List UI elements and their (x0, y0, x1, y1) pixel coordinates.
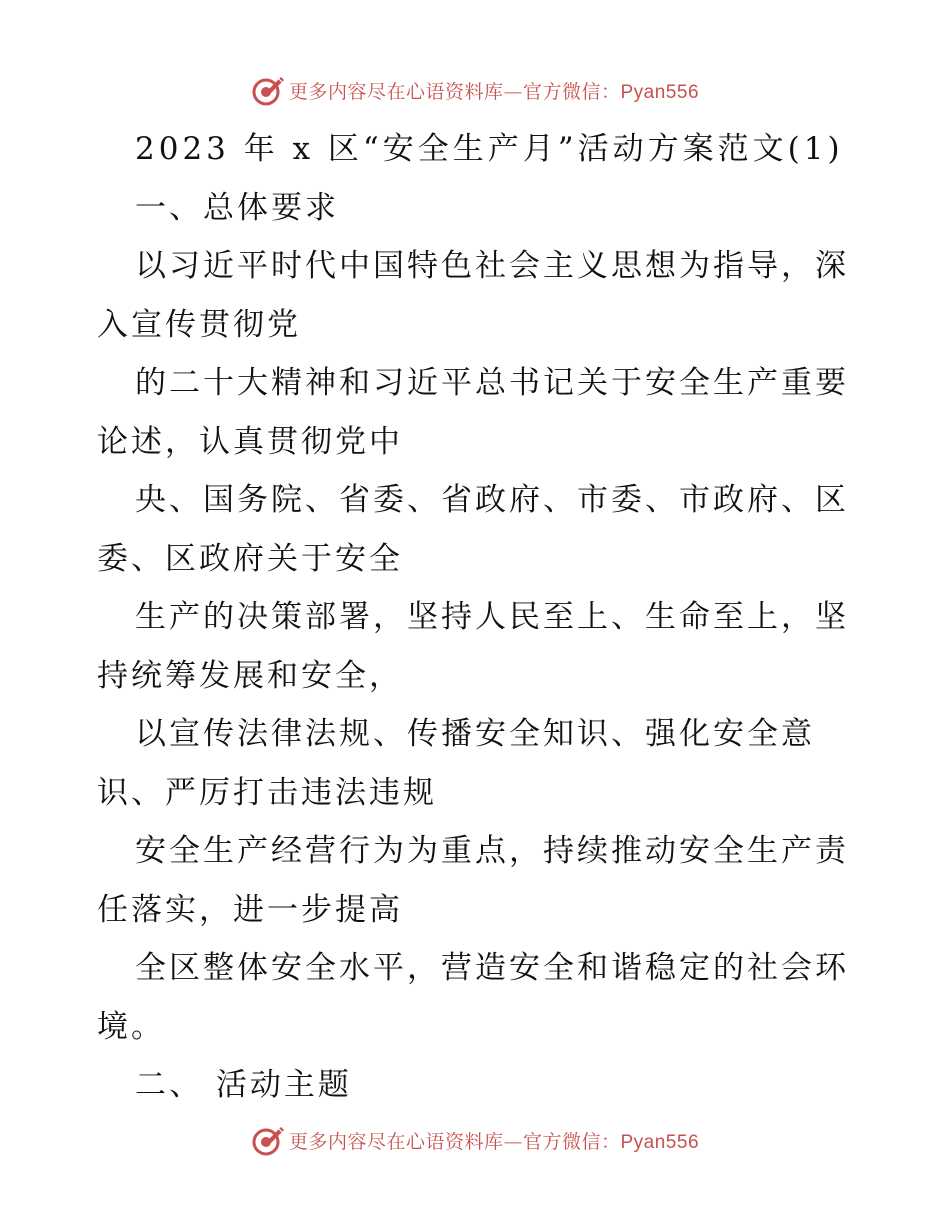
paragraph-line: 识、严厉打击违法违规 (97, 774, 437, 811)
paragraph-line: 持统筹发展和安全， (97, 657, 403, 694)
paragraph-line: 委、区政府关于安全 (97, 540, 403, 577)
paragraph-line: 二、 活动主题 (135, 1067, 352, 1103)
paragraph-line: 生产的决策部署，坚持人民至上、生命至上，坚 (135, 599, 849, 635)
footer-watermark-banner (0, 1122, 950, 1158)
banner-text: 更多内容尽在心语资料库—官方微信：Pyan556 (288, 80, 700, 103)
paragraph-line: 任落实，进一步提高 (97, 891, 403, 928)
paragraph-line: 的二十大精神和习近平总书记关于安全生产重要 (135, 365, 849, 401)
paragraph-line: 全区整体安全水平，营造安全和谐稳定的社会环 (135, 950, 849, 986)
paragraph-line: 央、国务院、省委、省政府、市委、市政府、区 (135, 482, 849, 518)
header-watermark-banner (0, 72, 950, 108)
pen-logo-icon (251, 1123, 285, 1157)
banner-text: 更多内容尽在心语资料库—官方微信：Pyan556 (288, 1130, 700, 1153)
document-title: 2023 年 x 区“安全生产月”活动方案范文(1) (135, 131, 844, 167)
document-body (97, 120, 857, 1115)
pen-logo-icon (251, 73, 285, 107)
paragraph-line: 论述，认真贯彻党中 (97, 423, 403, 460)
paragraph-line: 安全生产经营行为为重点，持续推动安全生产责 (135, 833, 849, 869)
paragraph-line: 以习近平时代中国特色社会主义思想为指导，深 (135, 248, 849, 284)
paragraph-line: 以宣传法律法规、传播安全知识、强化安全意 (135, 716, 815, 752)
paragraph-line: 入宣传贯彻党 (97, 306, 301, 343)
paragraph-line: 一、总体要求 (135, 189, 339, 226)
paragraph-line: 境。 (97, 1008, 165, 1045)
